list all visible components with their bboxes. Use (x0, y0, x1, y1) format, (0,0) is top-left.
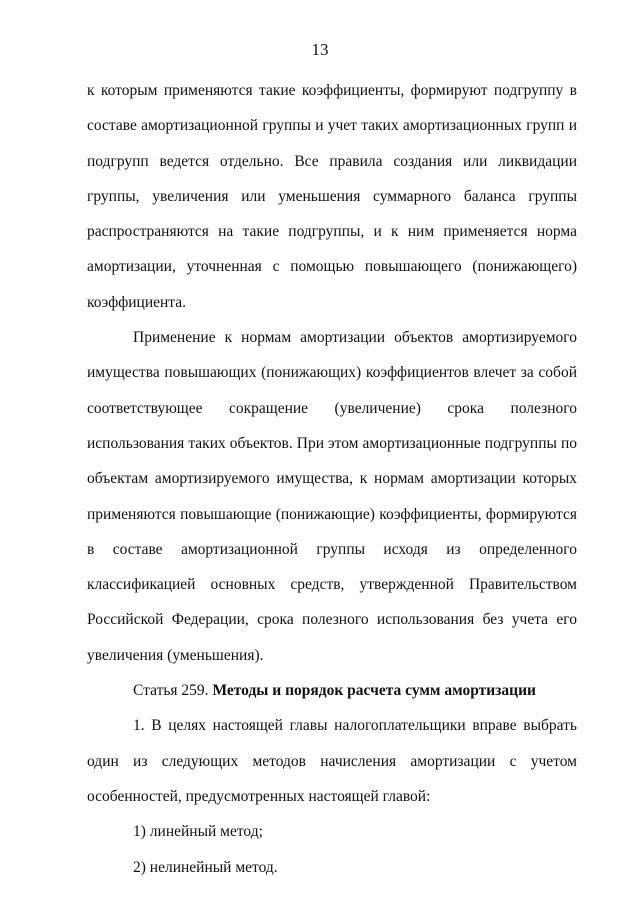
document-body (87, 73, 577, 885)
paragraph-continuation: к которым применяются такие коэффициенты, формируют подгруппу в составе амортизационной группы и учет таких амортизационных групп и подгрупп ведется отдельно. Все правила создания или ликвидации группы, увеличения или уменьшения суммарного баланса группы распространяются на такие подгруппы, и к ним применяется норма амортизации, уточненная с помощью повышающего (понижающего) коэффициента. (87, 82, 577, 311)
list-item-nonlinear-method: 2) нелинейный метод. (133, 858, 278, 876)
article-heading (87, 673, 577, 708)
article-label: Статья 259. (133, 682, 209, 700)
article-title: Методы и порядок расчета сумм амортизации (212, 682, 536, 700)
paragraph-methods: 1. В целях настоящей главы налогоплательщики вправе выбрать один из следующих методов начисления амортизации с учетом особенностей, предусмотренных настоящей главой: (87, 717, 577, 805)
page-number: 13 (311, 40, 329, 59)
paragraph-coefficients: Применение к нормам амортизации объектов амортизируемого имущества повышающих (понижающих) коэффициентов влечет за собой соответствующее сокращение (увеличение) срока полезного использования таких объектов. При этом амортизационные подгруппы по объектам амортизируемого имущества, к нормам амортизации которых применяются повышающие (понижающие) коэффициенты, формируются в составе амортизационной группы исходя из определенного классификацией основных средств, утвержденной Правительством Российской Федерации, срока полезного использования без учета его увеличения (уменьшения). (87, 329, 577, 664)
list-item-linear-method: 1) линейный метод; (133, 823, 263, 841)
